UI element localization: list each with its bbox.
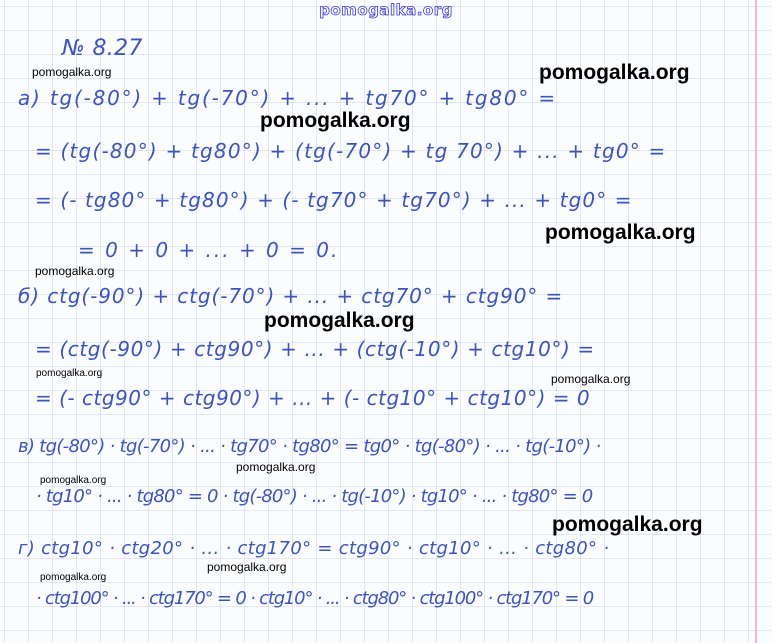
solution-line-c-1: в) tg(-80°) · tg(-70°) · ... · tg70° · tg80° = tg0° · tg(-80°) · ... · tg(-10°) ·: [18, 436, 601, 457]
solution-line-c-2: · tg10° · ... · tg80° = 0 · tg(-80°) · ... · tg(-10°) · tg10° · ... · tg80° = 0: [36, 486, 593, 507]
problem-number: № 8.27: [62, 36, 143, 61]
watermark-1: pomogalka.org: [32, 65, 112, 79]
watermark-11: pomogalka.org: [552, 513, 703, 536]
watermark-6: pomogalka.org: [264, 309, 415, 332]
watermark-10: pomogalka.org: [40, 475, 107, 486]
solution-line-d-1: г) ctg10° · ctg20° · ... · ctg170° = ctg90° · ctg10° · ... · ctg80° ·: [18, 538, 610, 559]
watermark-5: pomogalka.org: [35, 264, 115, 278]
watermark-4: pomogalka.org: [545, 221, 696, 244]
site-header[interactable]: pomogalka.org: [319, 1, 453, 19]
watermark-7: pomogalka.org: [36, 368, 103, 379]
solution-line-d-2: · ctg100° · ... · ctg170° = 0 · ctg10° · ... · ctg80° · ctg100° · ctg170° = 0: [36, 588, 593, 609]
solution-line-a-3: = (- tg80° + tg80°) + (- tg70° + tg70°) + ... + tg0° =: [35, 188, 633, 212]
solution-line-a-1: а) tg(-80°) + tg(-70°) + ... + tg70° + tg80° =: [18, 86, 557, 110]
solution-line-a-4: = 0 + 0 + ... + 0 = 0.: [78, 238, 340, 262]
solution-line-b-2: = (ctg(-90°) + ctg90°) + ... + (ctg(-10°) + ctg10°) =: [35, 337, 595, 361]
watermark-13: pomogalka.org: [40, 572, 107, 583]
solution-line-b-3: = (- ctg90° + ctg90°) + ... + (- ctg10° + ctg10°) = 0: [35, 386, 591, 410]
watermark-9: pomogalka.org: [236, 460, 316, 474]
watermark-12: pomogalka.org: [207, 560, 287, 574]
watermark-3: pomogalka.org: [260, 109, 411, 132]
watermark-2: pomogalka.org: [539, 61, 690, 84]
solution-line-a-2: = (tg(-80°) + tg80°) + (tg(-70°) + tg 70°) + ... + tg0° =: [35, 139, 667, 163]
watermark-8: pomogalka.org: [551, 372, 631, 386]
solution-line-b-1: б) ctg(-90°) + ctg(-70°) + ... + ctg70° + ctg90° =: [18, 284, 564, 308]
margin-line: [755, 0, 757, 643]
